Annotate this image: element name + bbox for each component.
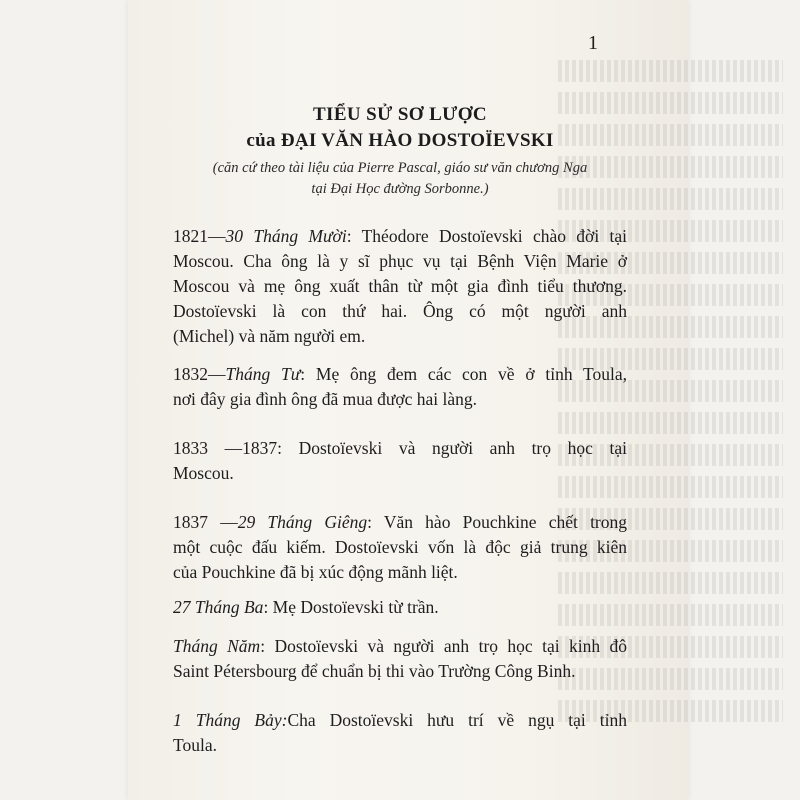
entry-text: : Văn hào Pouchkine chết trong — [367, 512, 628, 532]
entry-date: 1833 —1837 — [173, 438, 278, 458]
entry-text: : Théodore Dostoïevski chào đời tại — [346, 226, 627, 246]
entry-date-italic: 29 Tháng Giêng — [237, 512, 368, 532]
timeline-entry-27-thang-ba — [173, 595, 633, 620]
entry-date-italic: 27 Tháng Ba — [173, 597, 264, 617]
entry-text: : Dostoïevski và người anh trọ học tại — [277, 438, 628, 458]
entry-line: (Michel) và năm người em. — [173, 326, 366, 346]
page-subtitle: của ĐẠI VĂN HÀO DOSTOÏEVSKI — [246, 130, 554, 151]
page-title: TIỂU SỬ SƠ LƯỢC — [312, 104, 488, 125]
entry-first-line — [173, 436, 627, 461]
entry-date: 1832— — [173, 364, 226, 384]
source-note-line-2: tại Đại Học đường Sorbonne.) — [311, 181, 489, 197]
timeline-entry-1821 — [173, 224, 633, 349]
entry-line: Dostoïevski là con thứ hai. Ông có một người anh — [173, 301, 627, 321]
page-number: 1 — [588, 32, 598, 54]
entry-text: : Dostoïevski và người anh trọ học tại kinh đô — [260, 636, 628, 656]
entry-line: một cuộc đấu kiếm. Dostoïevski vốn là độc giả trung kiên — [173, 537, 627, 557]
entry-line: nơi đây gia đình ông đã mua được hai làng. — [173, 389, 478, 409]
entry-date-italic: 1 Tháng Bảy: — [173, 710, 288, 730]
entry-line: của Pouchkine đã bị xúc động mãnh liệt. — [173, 562, 458, 582]
entry-line: Moscou và mẹ ông xuất thân từ một gia đình tiểu thương. — [173, 276, 627, 296]
timeline-entry-1832 — [173, 362, 633, 412]
entry-line: Moscou. Cha ông là y sĩ phục vụ tại Bệnh Viện Marie ở — [173, 251, 627, 271]
timeline-entry-1837 — [173, 510, 633, 585]
entry-line: Toula. — [173, 735, 217, 755]
entry-line: Saint Pétersbourg để chuẩn bị thi vào Trường Công Binh. — [173, 661, 576, 681]
timeline-entry-1-thang-bay — [173, 708, 633, 758]
entry-first-line — [173, 362, 627, 387]
entry-first-line — [173, 224, 627, 249]
entry-text: : Mẹ ông đem các con về ở tỉnh Toula, — [300, 364, 627, 384]
entry-date: 1821— — [173, 226, 226, 246]
entry-date-italic: Tháng Tư — [225, 364, 301, 384]
entry-date: 1837 — — [173, 512, 238, 532]
entry-first-line — [173, 510, 627, 535]
entry-text: : Mẹ Dostoïevski từ trần. — [263, 597, 439, 617]
entry-line: Moscou. — [173, 463, 234, 483]
entry-first-line — [173, 595, 633, 620]
entry-text: Cha Dostoïevski hưu trí về ngụ tại tỉnh — [287, 710, 627, 730]
entry-first-line — [173, 708, 627, 733]
timeline-entry-1833 — [173, 436, 633, 486]
timeline-entry-thang-nam — [173, 634, 633, 684]
source-note-line-1: (căn cứ theo tài liệu của Pierre Pascal, giáo sư văn chương Nga — [212, 160, 588, 176]
entry-first-line — [173, 634, 627, 659]
entry-date-italic: Tháng Năm — [173, 636, 261, 656]
entry-date-italic: 30 Tháng Mười — [225, 226, 347, 246]
